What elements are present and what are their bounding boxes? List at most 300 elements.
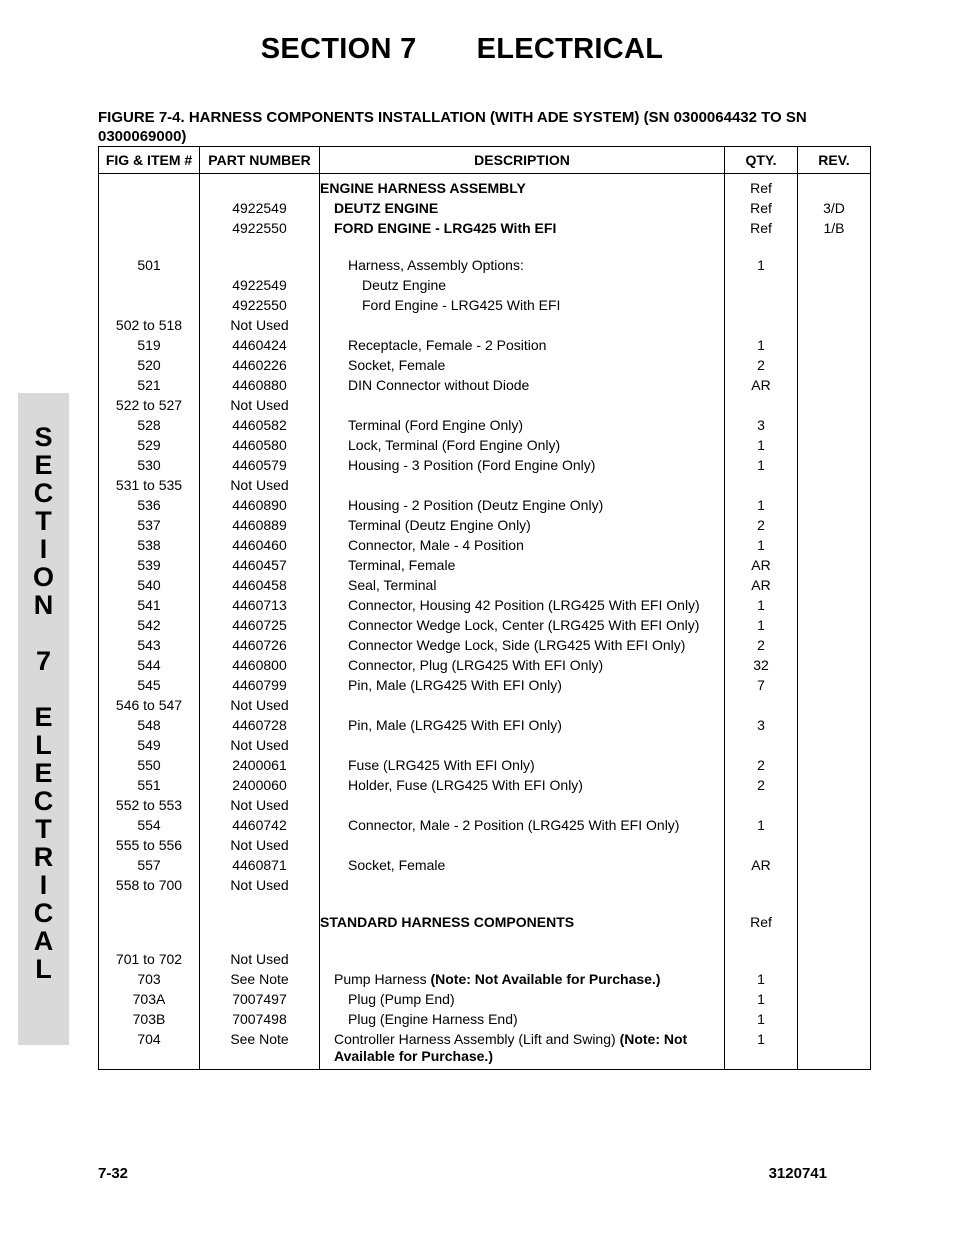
- cell-rev: [798, 516, 871, 536]
- cell-rev: [798, 576, 871, 596]
- cell-part-number: [200, 239, 320, 256]
- side-tab-letter: E: [34, 758, 53, 788]
- cell-rev: [798, 950, 871, 970]
- cell-qty: [725, 950, 798, 970]
- cell-description: [320, 836, 725, 856]
- cell-part-number: 4460424: [200, 336, 320, 356]
- cell-fig-item: 554: [99, 816, 200, 836]
- description-text: Connector, Male - 4 Position: [348, 537, 524, 553]
- table-row: [99, 676, 871, 696]
- cell-description: [320, 856, 725, 876]
- cell-fig-item: 521: [99, 376, 200, 396]
- cell-part-number: 4460728: [200, 716, 320, 736]
- cell-rev: [798, 556, 871, 576]
- cell-rev: [798, 836, 871, 856]
- cell-rev: [798, 416, 871, 436]
- cell-description: [320, 219, 725, 239]
- table-blank-row: [99, 933, 871, 950]
- cell-description: [320, 676, 725, 696]
- side-tab-letter: I: [39, 534, 48, 564]
- cell-rev: [798, 476, 871, 496]
- description-text: Plug (Pump End): [348, 991, 455, 1007]
- cell-part-number: Not Used: [200, 950, 320, 970]
- header-fig-item: FIG & ITEM #: [99, 147, 200, 174]
- cell-fig-item: [99, 239, 200, 256]
- cell-qty: 1: [725, 616, 798, 636]
- cell-qty: 1: [725, 436, 798, 456]
- cell-description: [320, 516, 725, 536]
- side-tab-letter: T: [35, 506, 52, 536]
- cell-description: [320, 496, 725, 516]
- cell-description: [320, 199, 725, 219]
- cell-part-number: 4460799: [200, 676, 320, 696]
- cell-rev: [798, 276, 871, 296]
- cell-rev: [798, 336, 871, 356]
- table-row: [99, 556, 871, 576]
- description-text: Receptacle, Female - 2 Position: [348, 337, 547, 353]
- cell-description: [320, 556, 725, 576]
- description-text: Fuse (LRG425 With EFI Only): [348, 757, 535, 773]
- cell-part-number: [200, 256, 320, 276]
- description-text: Seal, Terminal: [348, 577, 437, 593]
- header-description: DESCRIPTION: [320, 147, 725, 174]
- cell-qty: 1: [725, 256, 798, 276]
- side-tab-letter: T: [35, 814, 52, 844]
- table-row: [99, 596, 871, 616]
- cell-qty: [725, 876, 798, 896]
- cell-fig-item: 519: [99, 336, 200, 356]
- figure-title: FIGURE 7-4. HARNESS COMPONENTS INSTALLATION (WITH ADE SYSTEM) (SN 0300064432 TO SN 0300069000): [98, 109, 807, 145]
- cell-fig-item: 539: [99, 556, 200, 576]
- description-note: (Note: Not Available for Purchase.): [430, 971, 661, 987]
- cell-part-number: 4460880: [200, 376, 320, 396]
- cell-part-number: [200, 896, 320, 913]
- cell-rev: [798, 656, 871, 676]
- cell-rev: [798, 174, 871, 200]
- cell-rev: [798, 376, 871, 396]
- cell-qty: 2: [725, 776, 798, 796]
- cell-fig-item: 551: [99, 776, 200, 796]
- cell-description: [320, 174, 725, 200]
- table-row: [99, 219, 871, 239]
- cell-description: [320, 776, 725, 796]
- cell-part-number: 4460579: [200, 456, 320, 476]
- cell-description: [320, 970, 725, 990]
- table-blank-row: [99, 239, 871, 256]
- cell-part-number: 4460871: [200, 856, 320, 876]
- side-tab-letter: 7: [35, 646, 52, 676]
- side-tab-letter: A: [33, 926, 54, 956]
- cell-description: [320, 913, 725, 933]
- cell-description: [320, 896, 725, 913]
- cell-rev: [798, 296, 871, 316]
- cell-description: [320, 736, 725, 756]
- table-row: [99, 296, 871, 316]
- cell-rev: [798, 736, 871, 756]
- cell-part-number: Not Used: [200, 316, 320, 336]
- cell-fig-item: 542: [99, 616, 200, 636]
- cell-part-number: Not Used: [200, 876, 320, 896]
- parts-table: [98, 146, 871, 1070]
- table-row: [99, 796, 871, 816]
- document-number: 3120741: [768, 1165, 827, 1182]
- section-name: ELECTRICAL: [476, 33, 664, 65]
- cell-rev: [798, 436, 871, 456]
- cell-fig-item: [99, 219, 200, 239]
- cell-part-number: Not Used: [200, 396, 320, 416]
- cell-description: [320, 950, 725, 970]
- table-row: [99, 636, 871, 656]
- cell-part-number: 4460457: [200, 556, 320, 576]
- cell-part-number: 4460460: [200, 536, 320, 556]
- cell-rev: [798, 933, 871, 950]
- cell-qty: [725, 696, 798, 716]
- cell-part-number: Not Used: [200, 736, 320, 756]
- cell-rev: [798, 536, 871, 556]
- table-row: [99, 756, 871, 776]
- cell-description: [320, 696, 725, 716]
- table-row: [99, 656, 871, 676]
- cell-rev: [798, 776, 871, 796]
- description-text: ENGINE HARNESS ASSEMBLY: [320, 180, 526, 196]
- side-tab-letter: L: [35, 954, 52, 984]
- cell-fig-item: 537: [99, 516, 200, 536]
- table-row: [99, 950, 871, 970]
- cell-qty: AR: [725, 576, 798, 596]
- header-part-number: PART NUMBER: [200, 147, 320, 174]
- cell-qty: [725, 836, 798, 856]
- cell-fig-item: [99, 913, 200, 933]
- section-title: [0, 33, 924, 66]
- cell-description: [320, 933, 725, 950]
- cell-rev: [798, 316, 871, 336]
- cell-description: [320, 796, 725, 816]
- table-row: [99, 336, 871, 356]
- cell-rev: [798, 676, 871, 696]
- cell-fig-item: 529: [99, 436, 200, 456]
- table-row: [99, 174, 871, 200]
- cell-description: [320, 596, 725, 616]
- cell-fig-item: 703A: [99, 990, 200, 1010]
- cell-rev: [798, 1010, 871, 1030]
- cell-fig-item: [99, 199, 200, 219]
- cell-fig-item: 536: [99, 496, 200, 516]
- cell-description: [320, 756, 725, 776]
- cell-qty: [725, 276, 798, 296]
- cell-part-number: 4460713: [200, 596, 320, 616]
- cell-part-number: Not Used: [200, 796, 320, 816]
- cell-part-number: 4460800: [200, 656, 320, 676]
- side-tab-letter: E: [34, 450, 53, 480]
- cell-fig-item: 501: [99, 256, 200, 276]
- cell-qty: 3: [725, 416, 798, 436]
- cell-fig-item: 703: [99, 970, 200, 990]
- cell-qty: [725, 396, 798, 416]
- cell-description: [320, 396, 725, 416]
- cell-part-number: 7007498: [200, 1010, 320, 1030]
- cell-qty: Ref: [725, 219, 798, 239]
- cell-part-number: Not Used: [200, 836, 320, 856]
- cell-fig-item: 530: [99, 456, 200, 476]
- description-text: DEUTZ ENGINE: [334, 200, 439, 216]
- cell-rev: [798, 856, 871, 876]
- cell-part-number: [200, 174, 320, 200]
- table-row: [99, 776, 871, 796]
- cell-description: [320, 336, 725, 356]
- cell-part-number: Not Used: [200, 696, 320, 716]
- cell-description: [320, 990, 725, 1010]
- side-tab-letter: C: [33, 898, 54, 928]
- description-text: Socket, Female: [348, 357, 446, 373]
- table-row: [99, 990, 871, 1010]
- description-text: Connector Wedge Lock, Center (LRG425 With EFI Only): [348, 617, 700, 633]
- cell-fig-item: 552 to 553: [99, 796, 200, 816]
- table-row: [99, 456, 871, 476]
- table-row: [99, 496, 871, 516]
- cell-fig-item: 546 to 547: [99, 696, 200, 716]
- cell-description: [320, 256, 725, 276]
- cell-qty: [725, 476, 798, 496]
- description-text: Connector, Plug (LRG425 With EFI Only): [348, 657, 604, 673]
- cell-qty: [725, 796, 798, 816]
- cell-description: [320, 376, 725, 396]
- description-text: Housing - 2 Position (Deutz Engine Only): [348, 497, 604, 513]
- table-row: [99, 516, 871, 536]
- cell-qty: 1: [725, 970, 798, 990]
- description-text: Harness, Assembly Options:: [348, 257, 524, 273]
- cell-rev: 1/B: [798, 219, 871, 239]
- cell-part-number: 7007497: [200, 990, 320, 1010]
- table-row: [99, 396, 871, 416]
- cell-qty: Ref: [725, 174, 798, 200]
- cell-part-number: 4460580: [200, 436, 320, 456]
- cell-qty: 7: [725, 676, 798, 696]
- description-text: FORD ENGINE - LRG425 With EFI: [334, 220, 557, 236]
- cell-qty: 2: [725, 756, 798, 776]
- cell-fig-item: 548: [99, 716, 200, 736]
- cell-description: [320, 356, 725, 376]
- cell-fig-item: 703B: [99, 1010, 200, 1030]
- cell-qty: AR: [725, 376, 798, 396]
- cell-part-number: 4460889: [200, 516, 320, 536]
- cell-fig-item: 550: [99, 756, 200, 776]
- cell-description: [320, 296, 725, 316]
- cell-part-number: 4460742: [200, 816, 320, 836]
- cell-description: [320, 616, 725, 636]
- cell-fig-item: 540: [99, 576, 200, 596]
- cell-fig-item: 549: [99, 736, 200, 756]
- cell-part-number: See Note: [200, 970, 320, 990]
- cell-rev: [798, 496, 871, 516]
- cell-description: [320, 636, 725, 656]
- table-row: [99, 716, 871, 736]
- cell-qty: [725, 239, 798, 256]
- section-number: SECTION 7: [260, 33, 417, 65]
- cell-description: [320, 476, 725, 496]
- side-tab-letter: E: [34, 702, 53, 732]
- header-rev: REV.: [798, 147, 871, 174]
- cell-fig-item: [99, 174, 200, 200]
- cell-qty: 1: [725, 456, 798, 476]
- cell-rev: [798, 596, 871, 616]
- table-row: [99, 970, 871, 990]
- cell-fig-item: 704: [99, 1030, 200, 1070]
- cell-fig-item: 544: [99, 656, 200, 676]
- cell-qty: 3: [725, 716, 798, 736]
- description-text: Terminal (Ford Engine Only): [348, 417, 524, 433]
- table-row: [99, 1030, 871, 1070]
- cell-rev: 3/D: [798, 199, 871, 219]
- cell-description: [320, 416, 725, 436]
- side-tab-letter: N: [33, 590, 54, 620]
- table-row: [99, 1010, 871, 1030]
- cell-part-number: [200, 913, 320, 933]
- cell-qty: 32: [725, 656, 798, 676]
- cell-part-number: 4922550: [200, 296, 320, 316]
- cell-rev: [798, 256, 871, 276]
- cell-qty: [725, 296, 798, 316]
- cell-qty: 1: [725, 596, 798, 616]
- cell-part-number: 4922550: [200, 219, 320, 239]
- table-row: [99, 696, 871, 716]
- cell-rev: [798, 1030, 871, 1070]
- cell-qty: [725, 316, 798, 336]
- description-text: Terminal, Female: [348, 557, 456, 573]
- cell-fig-item: 701 to 702: [99, 950, 200, 970]
- cell-qty: AR: [725, 856, 798, 876]
- description-text: Socket, Female: [348, 857, 446, 873]
- cell-description: [320, 239, 725, 256]
- table-row: [99, 476, 871, 496]
- side-tab-letter: R: [33, 842, 54, 872]
- table-row: [99, 316, 871, 336]
- table-row: [99, 416, 871, 436]
- cell-rev: [798, 396, 871, 416]
- cell-qty: Ref: [725, 199, 798, 219]
- table-row: [99, 356, 871, 376]
- cell-qty: 1: [725, 990, 798, 1010]
- cell-rev: [798, 456, 871, 476]
- cell-qty: 1: [725, 816, 798, 836]
- cell-fig-item: 531 to 535: [99, 476, 200, 496]
- cell-qty: 1: [725, 536, 798, 556]
- cell-description: [320, 656, 725, 676]
- description-text: Housing - 3 Position (Ford Engine Only): [348, 457, 596, 473]
- cell-rev: [798, 716, 871, 736]
- cell-description: [320, 1010, 725, 1030]
- table-row: [99, 276, 871, 296]
- cell-fig-item: 555 to 556: [99, 836, 200, 856]
- header-qty: QTY.: [725, 147, 798, 174]
- cell-part-number: 4460726: [200, 636, 320, 656]
- cell-part-number: 4460582: [200, 416, 320, 436]
- cell-fig-item: 502 to 518: [99, 316, 200, 336]
- table-row: [99, 376, 871, 396]
- cell-fig-item: [99, 296, 200, 316]
- description-text: Connector Wedge Lock, Side (LRG425 With EFI Only): [348, 637, 686, 653]
- cell-qty: 2: [725, 636, 798, 656]
- table-row: [99, 836, 871, 856]
- cell-rev: [798, 876, 871, 896]
- table-row: [99, 576, 871, 596]
- cell-description: [320, 1030, 725, 1070]
- side-tab-letter: C: [33, 478, 54, 508]
- description-text: Terminal (Deutz Engine Only): [348, 517, 531, 533]
- side-tab-letter: L: [35, 730, 52, 760]
- table-row: [99, 436, 871, 456]
- description-text: Connector, Male - 2 Position (LRG425 With EFI Only): [348, 817, 680, 833]
- cell-qty: Ref: [725, 913, 798, 933]
- cell-rev: [798, 970, 871, 990]
- cell-part-number: 4922549: [200, 276, 320, 296]
- cell-description: [320, 276, 725, 296]
- side-tab-letter: C: [33, 786, 54, 816]
- cell-description: [320, 456, 725, 476]
- cell-description: [320, 716, 725, 736]
- cell-part-number: 4460226: [200, 356, 320, 376]
- table-row: [99, 256, 871, 276]
- cell-rev: [798, 616, 871, 636]
- page-number: 7-32: [98, 1165, 129, 1182]
- table-row: [99, 856, 871, 876]
- cell-rev: [798, 816, 871, 836]
- cell-fig-item: [99, 276, 200, 296]
- cell-qty: 2: [725, 356, 798, 376]
- cell-fig-item: [99, 933, 200, 950]
- cell-fig-item: 557: [99, 856, 200, 876]
- description-text: Plug (Engine Harness End): [348, 1011, 518, 1027]
- description-text: STANDARD HARNESS COMPONENTS: [320, 914, 575, 930]
- cell-fig-item: 538: [99, 536, 200, 556]
- cell-fig-item: [99, 896, 200, 913]
- description-text: Connector, Housing 42 Position (LRG425 With EFI Only): [348, 597, 700, 613]
- cell-description: [320, 536, 725, 556]
- cell-part-number: [200, 933, 320, 950]
- table-header-row: [99, 147, 871, 174]
- cell-fig-item: 528: [99, 416, 200, 436]
- side-tab-letter: O: [32, 562, 54, 592]
- cell-description: [320, 876, 725, 896]
- cell-fig-item: 558 to 700: [99, 876, 200, 896]
- cell-part-number: 4460890: [200, 496, 320, 516]
- cell-description: [320, 576, 725, 596]
- cell-description: [320, 316, 725, 336]
- description-text: Pump Harness: [334, 971, 431, 987]
- cell-fig-item: 543: [99, 636, 200, 656]
- cell-qty: [725, 736, 798, 756]
- cell-part-number: 2400060: [200, 776, 320, 796]
- cell-part-number: 2400061: [200, 756, 320, 776]
- cell-fig-item: 541: [99, 596, 200, 616]
- cell-part-number: See Note: [200, 1030, 320, 1070]
- cell-rev: [798, 636, 871, 656]
- cell-qty: 2: [725, 516, 798, 536]
- cell-rev: [798, 990, 871, 1010]
- table-row: [99, 536, 871, 556]
- cell-rev: [798, 896, 871, 913]
- cell-qty: [725, 933, 798, 950]
- table-row: [99, 816, 871, 836]
- cell-fig-item: 520: [99, 356, 200, 376]
- description-text: Controller Harness Assembly (Lift and Swing): [334, 1031, 620, 1047]
- description-text: Deutz Engine: [362, 277, 447, 293]
- table-row: [99, 913, 871, 933]
- cell-rev: [798, 796, 871, 816]
- description-text: Lock, Terminal (Ford Engine Only): [348, 437, 561, 453]
- description-text: DIN Connector without Diode: [348, 377, 530, 393]
- cell-part-number: 4922549: [200, 199, 320, 219]
- cell-qty: 1: [725, 336, 798, 356]
